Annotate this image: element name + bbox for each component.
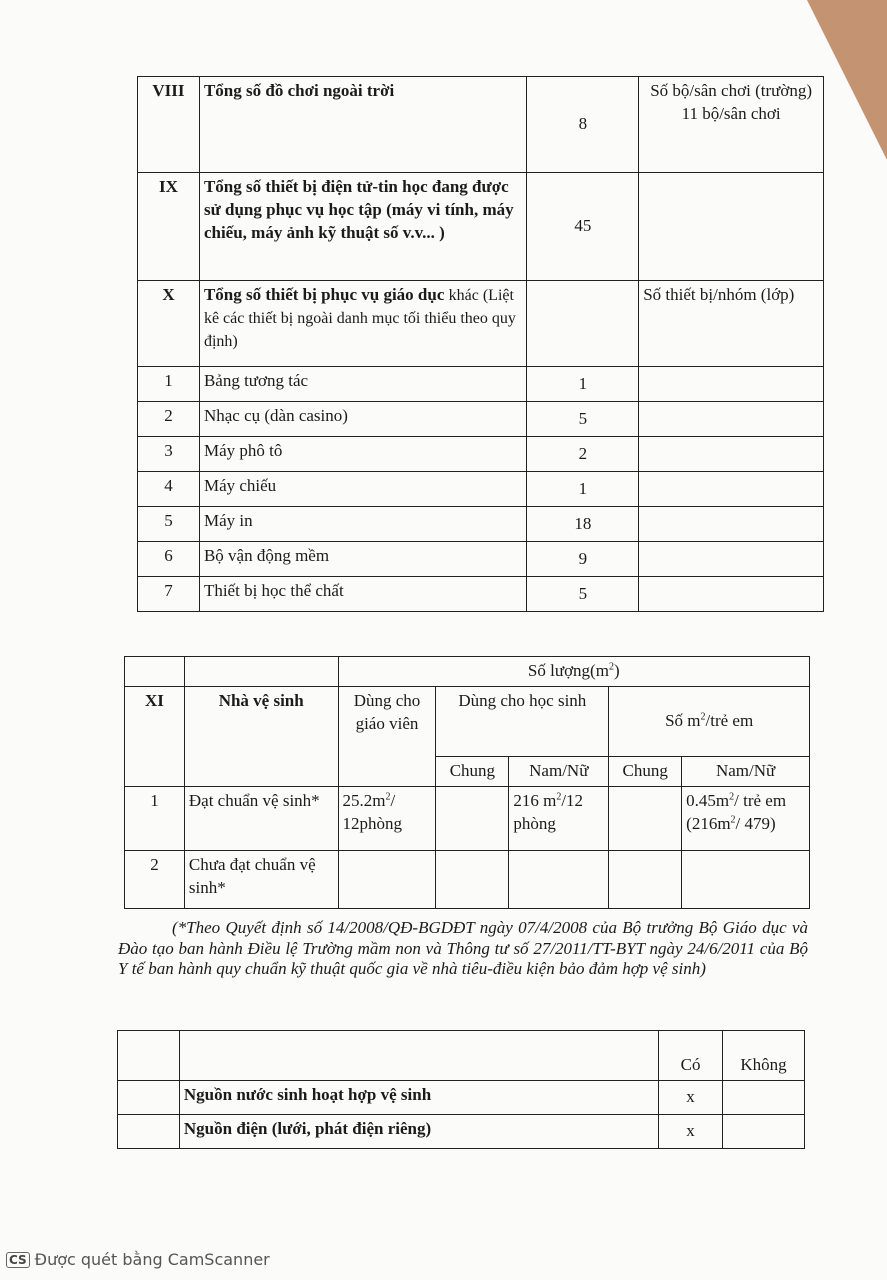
row-label-bold: Tổng số thiết bị phục vụ giáo dục — [203, 285, 445, 304]
item-value: 1 — [527, 367, 639, 402]
row-label: Tổng số đồ chơi ngoài trời — [199, 77, 526, 173]
section-number: XI — [125, 686, 185, 786]
table-row — [138, 507, 824, 542]
toilet-table — [124, 656, 810, 909]
footnote: (*Theo Quyết định số 14/2008/QĐ-BGDĐT ngày 07/4/2008 của Bộ trưởng Bộ Giáo dục và Đào tạo ban hành Điều lệ Trường mầm non và Thông tư số 27/2011/TT-BYT ngày 24/6/2011 của Bộ Y tế ban hành quy chuẩn kỹ thuật quốc gia về nhà tiêu-điều kiện bảo đảm hợp vệ sinh) — [118, 918, 808, 979]
footer-text: Được quét bằng CamScanner — [34, 1250, 270, 1269]
row-number: VIII — [138, 77, 200, 173]
table-row — [138, 173, 824, 281]
note-line-2: 11 bộ/sân chơi — [681, 103, 781, 123]
row-label — [199, 281, 526, 367]
row-number: 1 — [125, 786, 185, 850]
yes-mark: x — [659, 1115, 723, 1149]
utilities-table — [117, 1030, 805, 1149]
item-value: 9 — [527, 542, 639, 577]
item-label: Máy in — [199, 507, 526, 542]
camscanner-logo-icon: CS — [6, 1252, 30, 1268]
section-title: Nhà vệ sinh — [184, 686, 338, 786]
no-mark — [723, 1081, 805, 1115]
teacher-header: Dùng cho giáo viên — [338, 686, 436, 786]
table-row — [138, 577, 824, 612]
table-row — [118, 1081, 805, 1115]
table-row — [138, 77, 824, 173]
table-row — [138, 437, 824, 472]
yes-mark: x — [659, 1081, 723, 1115]
item-value: 5 — [527, 402, 639, 437]
teacher-area: $25.2m^2/$ 12phòng — [338, 786, 436, 850]
row-label: Đạt chuẩn vệ sinh* — [184, 786, 338, 850]
table-row — [125, 786, 810, 850]
student-header: Dùng cho học sinh — [436, 686, 609, 756]
gender-header: Nam/Nữ — [509, 756, 609, 786]
item-label: Nhạc cụ (dàn casino) — [199, 402, 526, 437]
row-note: Số thiết bị/nhóm (lớp) — [639, 281, 824, 367]
equipment-table — [137, 76, 824, 612]
item-label: Thiết bị học thể chất — [199, 577, 526, 612]
shared-header-2: Chung — [609, 756, 682, 786]
item-label: Máy chiếu — [199, 472, 526, 507]
item-value: 18 — [527, 507, 639, 542]
item-number: 4 — [138, 472, 200, 507]
table-row — [138, 542, 824, 577]
row-number: 2 — [125, 850, 185, 908]
student-area: 216 $m^2/12$ phòng — [509, 786, 609, 850]
item-label: Bảng tương tác — [199, 367, 526, 402]
gender-header-2: Nam/Nữ — [682, 756, 810, 786]
row-note — [639, 77, 824, 173]
table-row — [118, 1115, 805, 1149]
row-value — [527, 281, 639, 367]
table-row — [138, 472, 824, 507]
shared-header: Chung — [436, 756, 509, 786]
item-number: 5 — [138, 507, 200, 542]
row-number — [118, 1115, 180, 1149]
item-label: Bộ vận động mềm — [199, 542, 526, 577]
item-number: 3 — [138, 437, 200, 472]
row-number: IX — [138, 173, 200, 281]
row-label: Tổng số thiết bị điện tử-tin học đang được sử dụng phục vụ học tập (máy vi tính, máy chiếu, máy ảnh kỹ thuật số v.v... ) — [199, 173, 526, 281]
row-label: Nguồn điện (lưới, phát điện riêng) — [179, 1115, 658, 1149]
row-value: 8 — [527, 77, 639, 173]
item-value: 5 — [527, 577, 639, 612]
row-number — [118, 1081, 180, 1115]
item-number: 1 — [138, 367, 200, 402]
item-value: 2 — [527, 437, 639, 472]
item-number: 7 — [138, 577, 200, 612]
row-value: 45 — [527, 173, 639, 281]
item-label: Máy phô tô — [199, 437, 526, 472]
note-line: Số bộ/sân chơi (trường) — [650, 81, 812, 100]
per-child-area: $0.45m^2/$ trẻ em ($216m^2/$ 479) — [682, 786, 810, 850]
item-number: 6 — [138, 542, 200, 577]
row-label: Chưa đạt chuẩn vệ sinh* — [184, 850, 338, 908]
row-label-rest: khác (Liệt kê các thiết bị ngoài danh mục tối thiểu theo quy định) — [203, 287, 516, 350]
no-header: Không — [723, 1031, 805, 1081]
per-child-header: Số $m^2$/trẻ em — [609, 686, 810, 756]
table-row — [138, 367, 824, 402]
table-row — [138, 281, 824, 367]
row-number: X — [138, 281, 200, 367]
table-row — [138, 402, 824, 437]
quantity-header: Số $lượng(m^2)$ — [338, 657, 809, 687]
item-number: 2 — [138, 402, 200, 437]
yes-header: Có — [659, 1031, 723, 1081]
row-note — [639, 173, 824, 281]
table-row — [125, 850, 810, 908]
scanner-footer — [6, 1250, 270, 1269]
item-value: 1 — [527, 472, 639, 507]
row-label: Nguồn nước sinh hoạt hợp vệ sinh — [179, 1081, 658, 1115]
